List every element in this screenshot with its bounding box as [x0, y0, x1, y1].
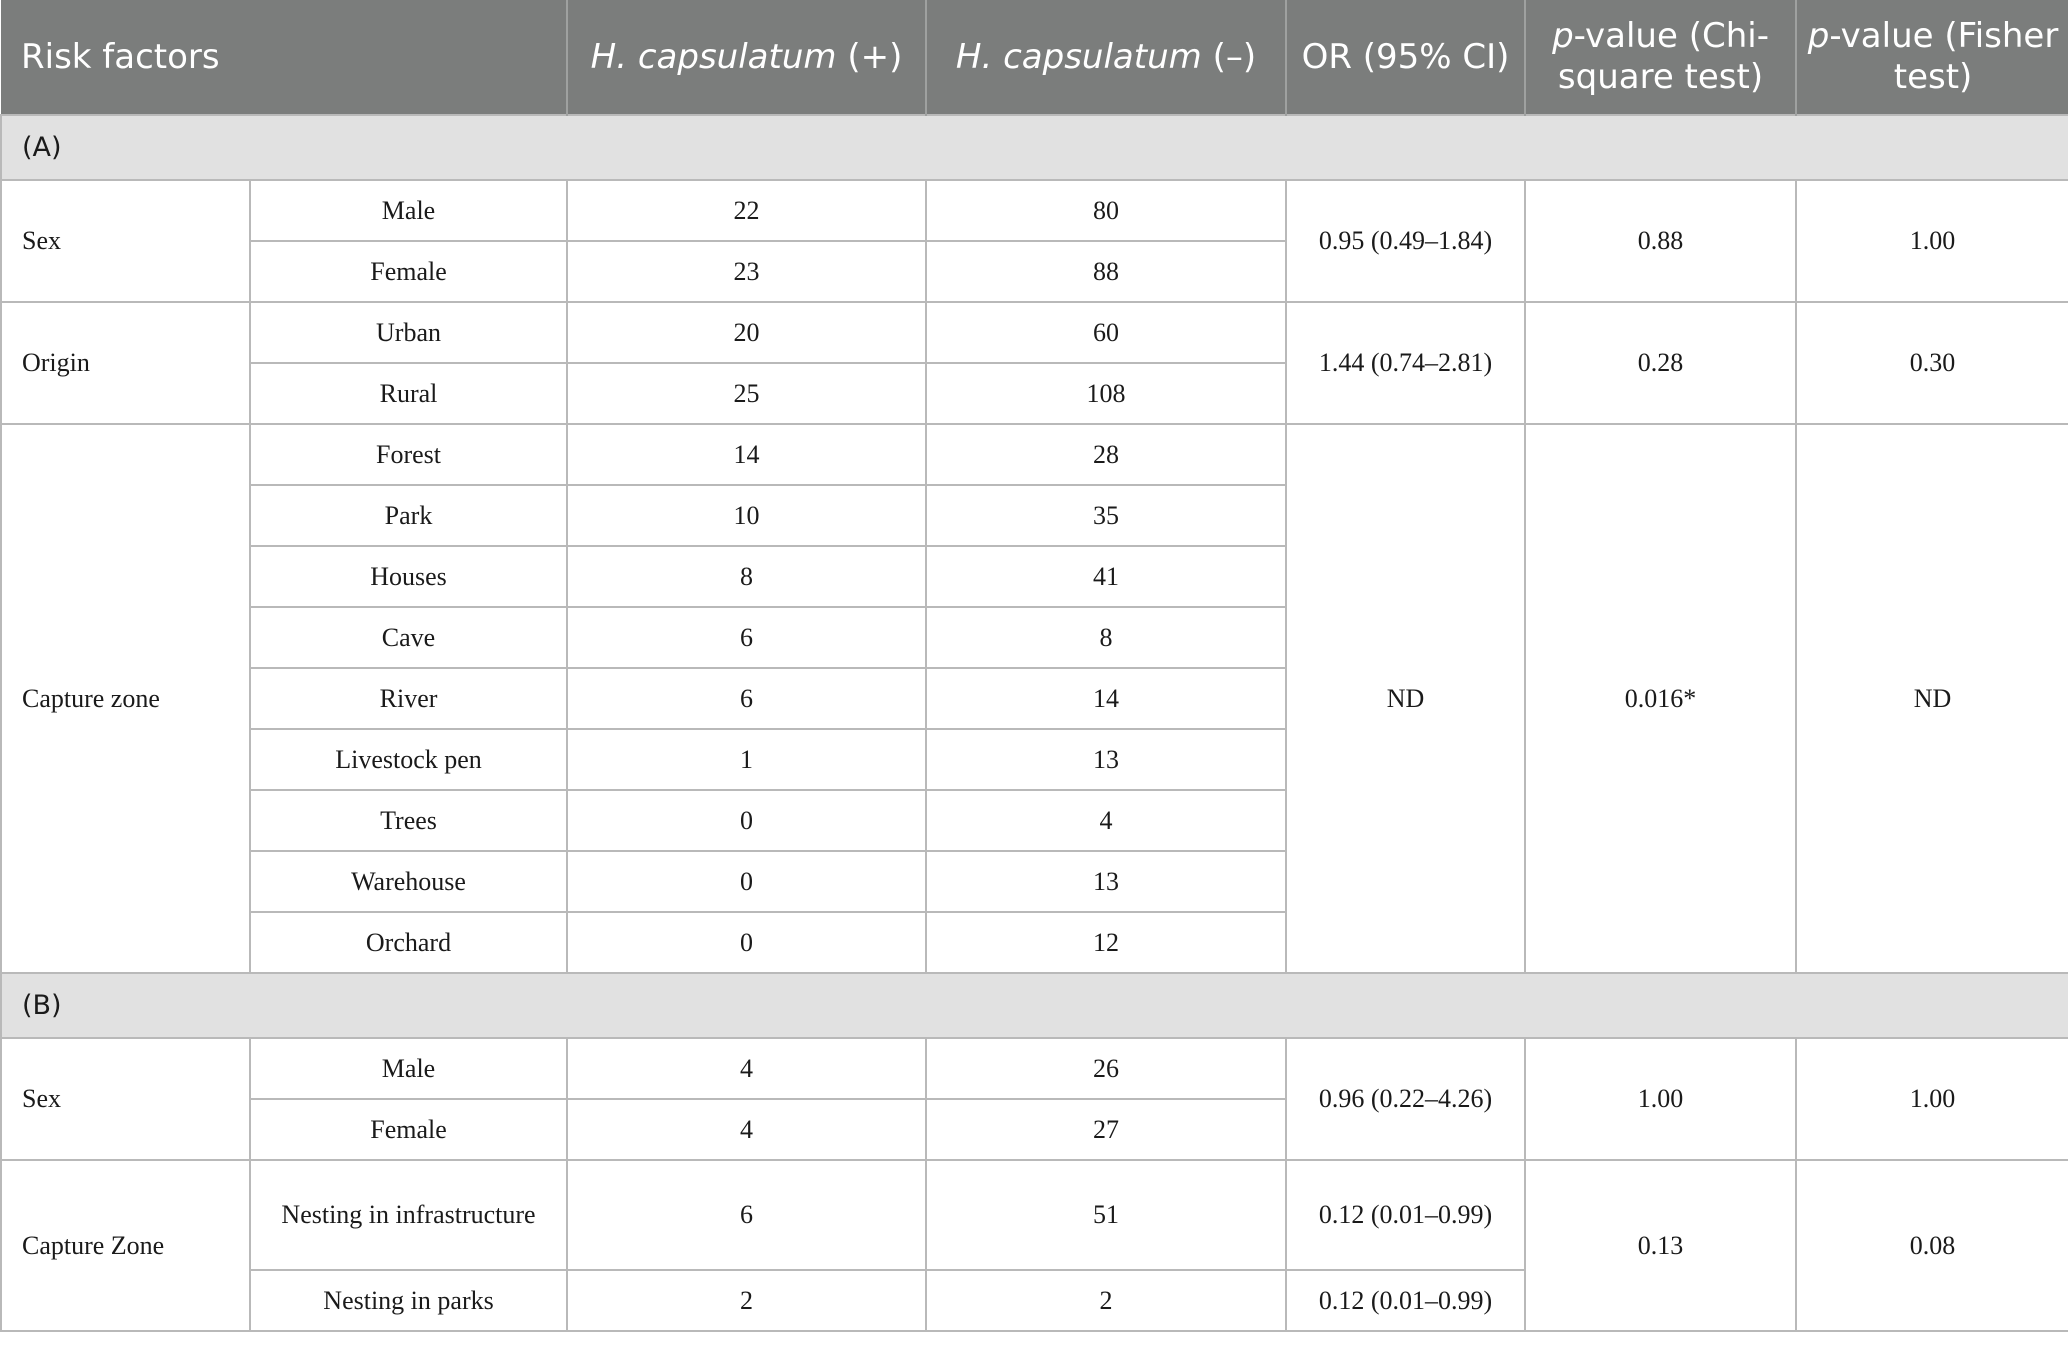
section-b-row — [1, 973, 2068, 1038]
negative-count: 51 — [926, 1160, 1286, 1270]
p-value-fisher: 1.00 — [1796, 1038, 2068, 1160]
p-value-chi: 0.28 — [1525, 302, 1796, 424]
header-p-chi-square: p-value (Chi-square test) — [1525, 0, 1796, 115]
level-cell: Forest — [250, 424, 567, 485]
positive-count: 0 — [567, 912, 926, 973]
factor-capture-zone: Capture Zone — [1, 1160, 250, 1331]
level-cell: River — [250, 668, 567, 729]
odds-ratio: 0.96 (0.22–4.26) — [1286, 1038, 1525, 1160]
positive-count: 4 — [567, 1099, 926, 1160]
positive-count: 0 — [567, 790, 926, 851]
positive-count: 14 — [567, 424, 926, 485]
positive-count: 25 — [567, 363, 926, 424]
negative-count: 4 — [926, 790, 1286, 851]
level-cell: Park — [250, 485, 567, 546]
header-row — [1, 0, 2068, 115]
negative-count: 80 — [926, 180, 1286, 241]
negative-count: 13 — [926, 729, 1286, 790]
p-value-chi: 0.016* — [1525, 424, 1796, 973]
odds-ratio: 0.12 (0.01–0.99) — [1286, 1270, 1525, 1331]
level-cell: Orchard — [250, 912, 567, 973]
positive-count: 4 — [567, 1038, 926, 1099]
table-row — [1, 302, 2068, 363]
header-or-ci: OR (95% CI) — [1286, 0, 1525, 115]
positive-count: 2 — [567, 1270, 926, 1331]
p-value-fisher: 1.00 — [1796, 180, 2068, 302]
table-row — [1, 1038, 2068, 1099]
negative-count: 28 — [926, 424, 1286, 485]
negative-count: 27 — [926, 1099, 1286, 1160]
p-value-chi: 1.00 — [1525, 1038, 1796, 1160]
positive-count: 6 — [567, 668, 926, 729]
positive-count: 1 — [567, 729, 926, 790]
negative-count: 12 — [926, 912, 1286, 973]
table-row — [1, 1160, 2068, 1270]
negative-count: 60 — [926, 302, 1286, 363]
factor-capture-zone: Capture zone — [1, 424, 250, 973]
negative-count: 8 — [926, 607, 1286, 668]
positive-count: 6 — [567, 1160, 926, 1270]
section-a-label: (A) — [1, 115, 2068, 180]
header-risk-factors: Risk factors — [1, 0, 567, 115]
section-a-row — [1, 115, 2068, 180]
negative-count: 14 — [926, 668, 1286, 729]
level-cell: Female — [250, 241, 567, 302]
negative-count: 26 — [926, 1038, 1286, 1099]
level-cell: Rural — [250, 363, 567, 424]
positive-count: 22 — [567, 180, 926, 241]
odds-ratio: 1.44 (0.74–2.81) — [1286, 302, 1525, 424]
positive-count: 6 — [567, 607, 926, 668]
level-cell: Houses — [250, 546, 567, 607]
odds-ratio: ND — [1286, 424, 1525, 973]
header-hc-positive: H. capsulatum (+) — [567, 0, 926, 115]
negative-count: 13 — [926, 851, 1286, 912]
p-value-chi: 0.13 — [1525, 1160, 1796, 1331]
factor-sex: Sex — [1, 180, 250, 302]
level-cell: Urban — [250, 302, 567, 363]
negative-count: 108 — [926, 363, 1286, 424]
level-cell: Nesting in infrastructure — [250, 1160, 567, 1270]
p-value-chi: 0.88 — [1525, 180, 1796, 302]
level-cell: Male — [250, 180, 567, 241]
negative-count: 41 — [926, 546, 1286, 607]
positive-count: 23 — [567, 241, 926, 302]
positive-count: 10 — [567, 485, 926, 546]
level-cell: Trees — [250, 790, 567, 851]
section-b-label: (B) — [1, 973, 2068, 1038]
factor-sex: Sex — [1, 1038, 250, 1160]
table-row — [1, 424, 2068, 485]
header-p-fisher: p-value (Fisher test) — [1796, 0, 2068, 115]
odds-ratio: 0.12 (0.01–0.99) — [1286, 1160, 1525, 1270]
factor-origin: Origin — [1, 302, 250, 424]
table-row — [1, 180, 2068, 241]
negative-count: 35 — [926, 485, 1286, 546]
level-cell: Livestock pen — [250, 729, 567, 790]
level-cell: Cave — [250, 607, 567, 668]
positive-count: 8 — [567, 546, 926, 607]
positive-count: 0 — [567, 851, 926, 912]
level-cell: Male — [250, 1038, 567, 1099]
negative-count: 2 — [926, 1270, 1286, 1331]
odds-ratio: 0.95 (0.49–1.84) — [1286, 180, 1525, 302]
p-value-fisher: 0.30 — [1796, 302, 2068, 424]
p-value-fisher: 0.08 — [1796, 1160, 2068, 1331]
negative-count: 88 — [926, 241, 1286, 302]
p-value-fisher: ND — [1796, 424, 2068, 973]
positive-count: 20 — [567, 302, 926, 363]
level-cell: Nesting in parks — [250, 1270, 567, 1331]
header-hc-negative: H. capsulatum (–) — [926, 0, 1286, 115]
level-cell: Female — [250, 1099, 567, 1160]
level-cell: Warehouse — [250, 851, 567, 912]
